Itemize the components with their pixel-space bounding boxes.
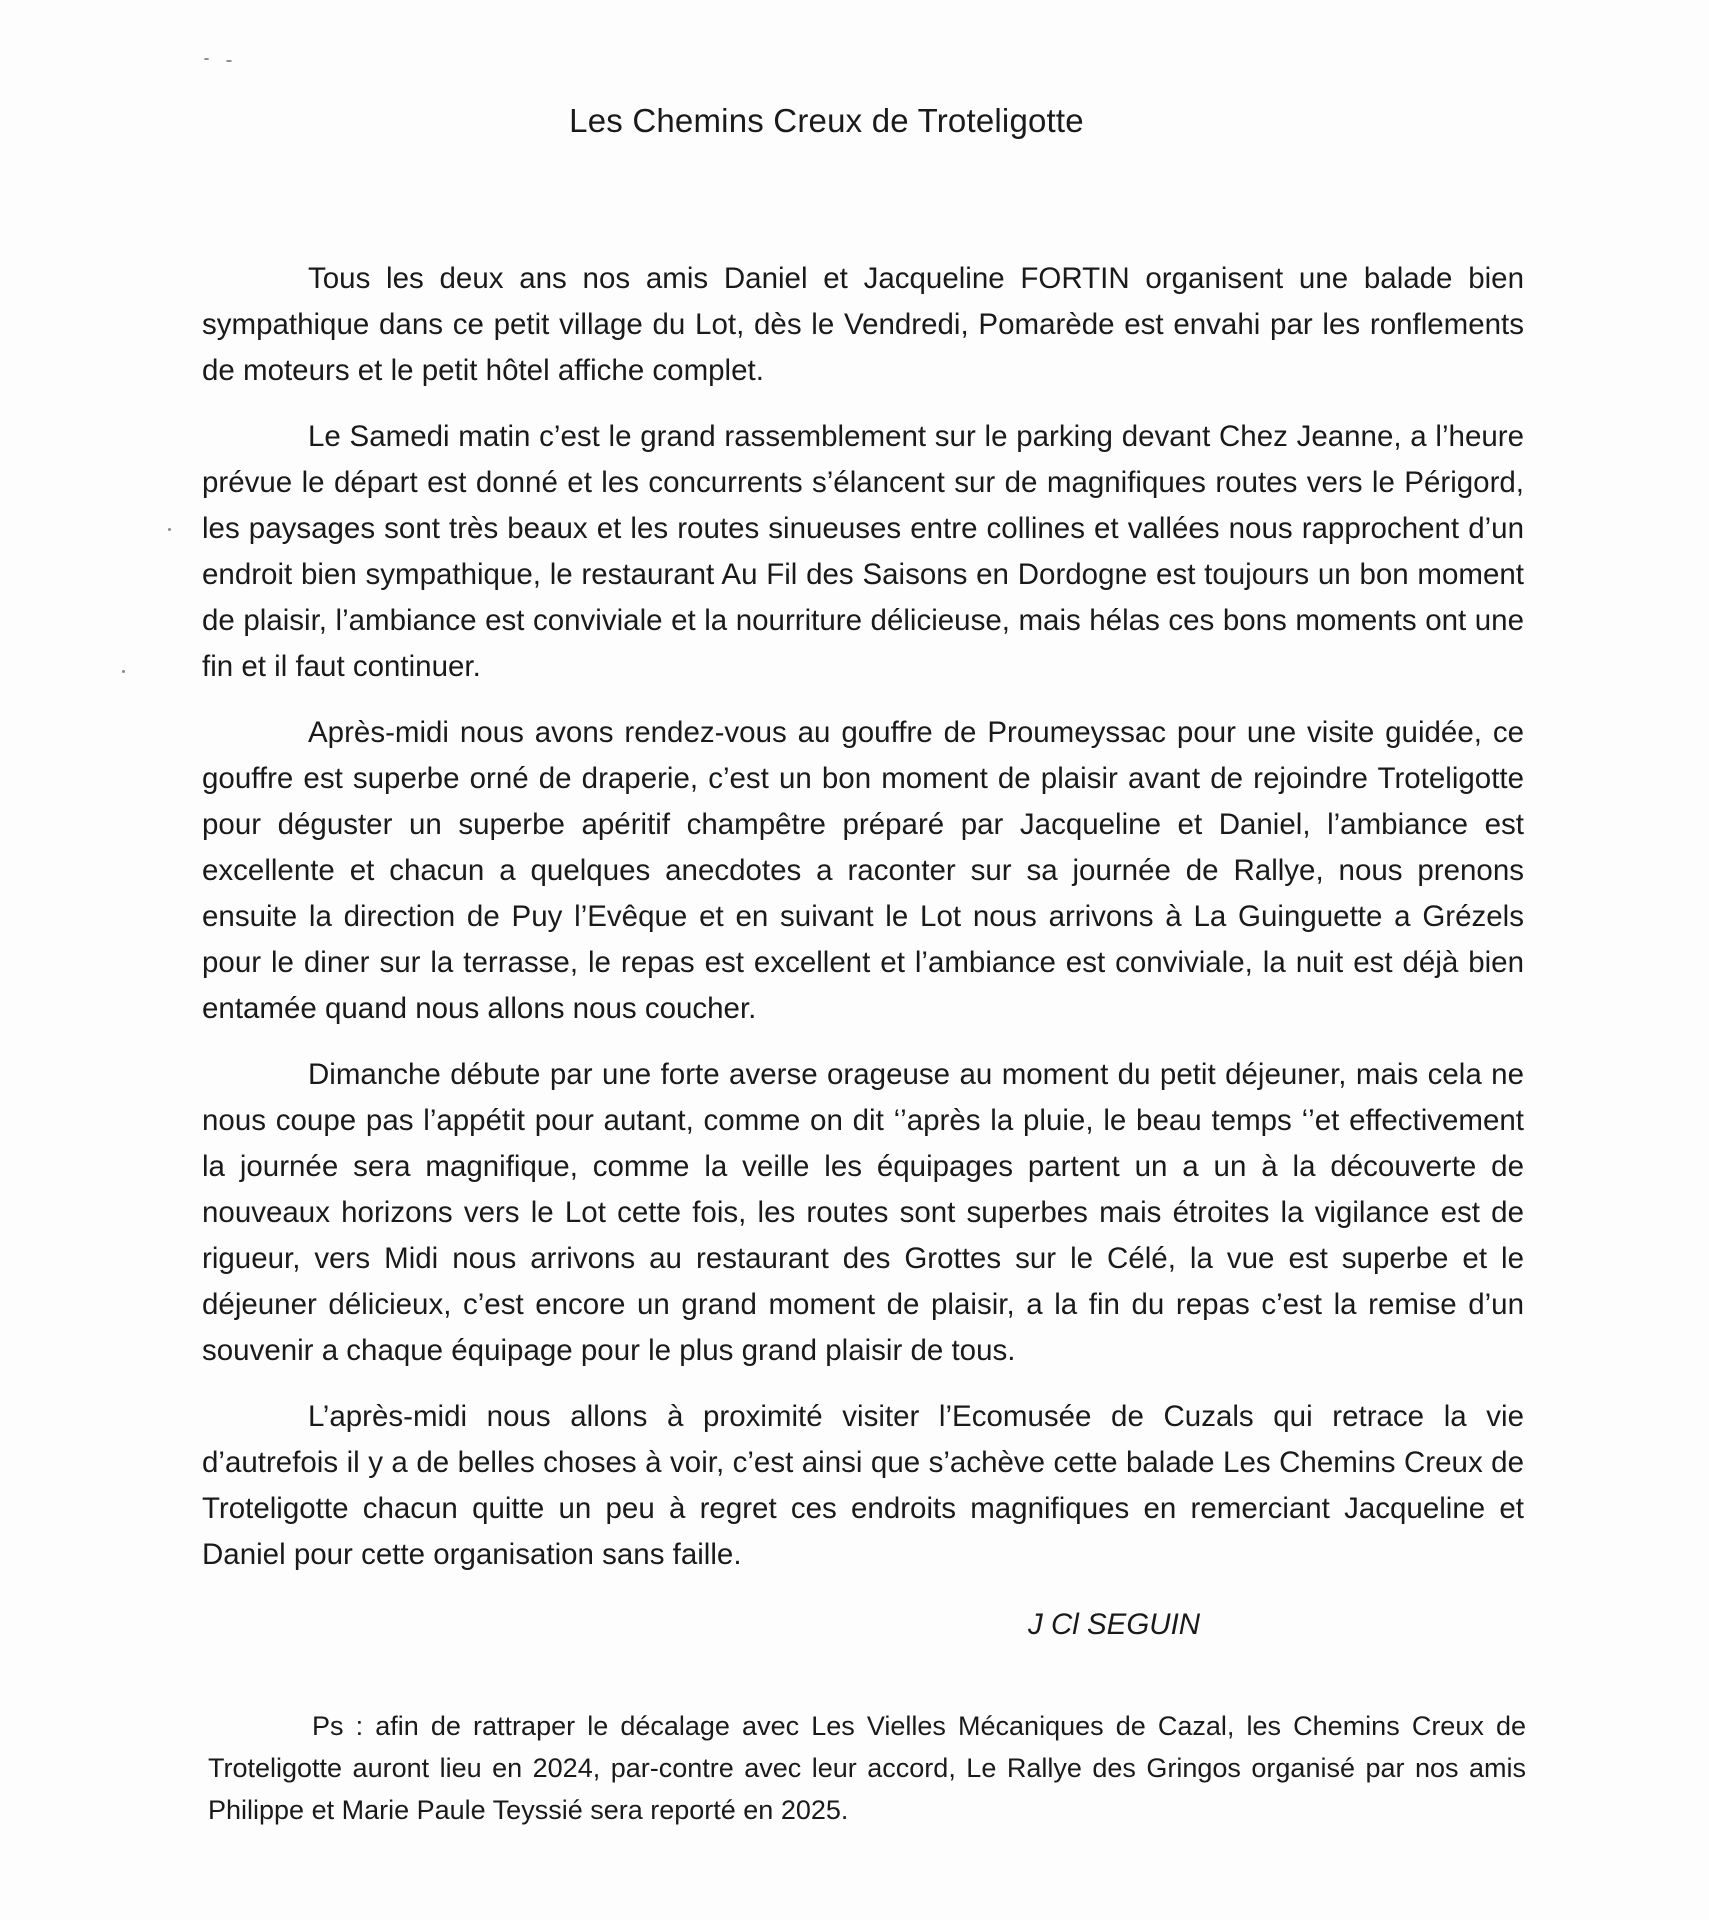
paragraph-saturday-morning: Le Samedi matin c’est le grand rassemblement sur le parking devant Chez Jeanne, a l’heure prévue le départ est donné et les concurrents s’élancent sur de magnifiques routes vers le Périgord, les paysages sont très beaux et les routes sinueuses entre collines et vallées nous rapprochent d’un endroit bien sympathique, le restaurant Au Fil des Saisons en Dordogne est toujours un bon moment de plaisir, l’ambiance est conviviale et la nourriture délicieuse, mais hélas ces bons moments ont une fin et il faut continuer. — [202, 420, 1524, 683]
document-body — [202, 256, 1524, 1598]
paragraph-intro: Tous les deux ans nos amis Daniel et Jacqueline FORTIN organisent une balade bien sympathique dans ce petit village du Lot, dès le Vendredi, Pomarède est envahi par les ronflements de moteurs et le petit hôtel affiche complet. — [202, 262, 1524, 387]
scan-speck — [122, 670, 125, 673]
scan-speck — [226, 60, 232, 62]
scan-speck — [204, 58, 209, 60]
author-signature: J Cl SEGUIN — [1028, 1608, 1201, 1641]
paragraph-sunday: Dimanche débute par une forte averse orageuse au moment du petit déjeuner, mais cela ne nous coupe pas l’appétit pour autant, comme on dit ‘’après la pluie, le beau temps ‘’et effectivement la journée sera magnifique, comme la veille les équipages partent un a un à la découverte de nouveaux horizons vers le Lot cette fois, les routes sont superbes mais étroites la vigilance est de rigueur, vers Midi nous arrivons au restaurant des Grottes sur le Célé, la vue est superbe et le déjeuner délicieux, c’est encore un grand moment de plaisir, a la fin du repas c’est la remise d’un souvenir a chaque équipage pour le plus grand plaisir de tous. — [202, 1058, 1524, 1367]
document-title: Les Chemins Creux de Troteligotte — [569, 102, 1084, 139]
paragraph-saturday-afternoon: Après-midi nous avons rendez-vous au gouffre de Proumeyssac pour une visite guidée, ce gouffre est superbe orné de draperie, c’est un bon moment de plaisir avant de rejoindre Troteligotte pour déguster un superbe apéritif champêtre préparé par Jacqueline et Daniel, l’ambiance est excellente et chacun a quelques anecdotes a raconter sur sa journée de Rallye, nous prenons ensuite la direction de Puy l’Evêque et en suivant le Lot nous arrivons à La Guinguette a Grézels pour le diner sur la terrasse, le repas est excellent et l’ambiance est conviviale, la nuit est déjà bien entamée quand nous allons nous coucher. — [202, 716, 1524, 1025]
postscript: Ps : afin de rattraper le décalage avec Les Vielles Mécaniques de Cazal, les Chemins Creux de Troteligotte auront lieu en 2024, par-contre avec leur accord, Le Rallye des Gringos organisé par nos amis Philippe et Marie Paule Teyssié sera reporté en 2025. — [208, 1711, 1526, 1825]
paragraph-sunday-afternoon: L’après-midi nous allons à proximité visiter l’Ecomusée de Cuzals qui retrace la vie d’autrefois il y a de belles choses à voir, c’est ainsi que s’achève cette balade Les Chemins Creux de Troteligotte chacun quitte un peu à regret ces endroits magnifiques en remerciant Jacqueline et Daniel pour cette organisation sans faille. — [202, 1400, 1524, 1571]
scan-speck — [168, 528, 171, 531]
